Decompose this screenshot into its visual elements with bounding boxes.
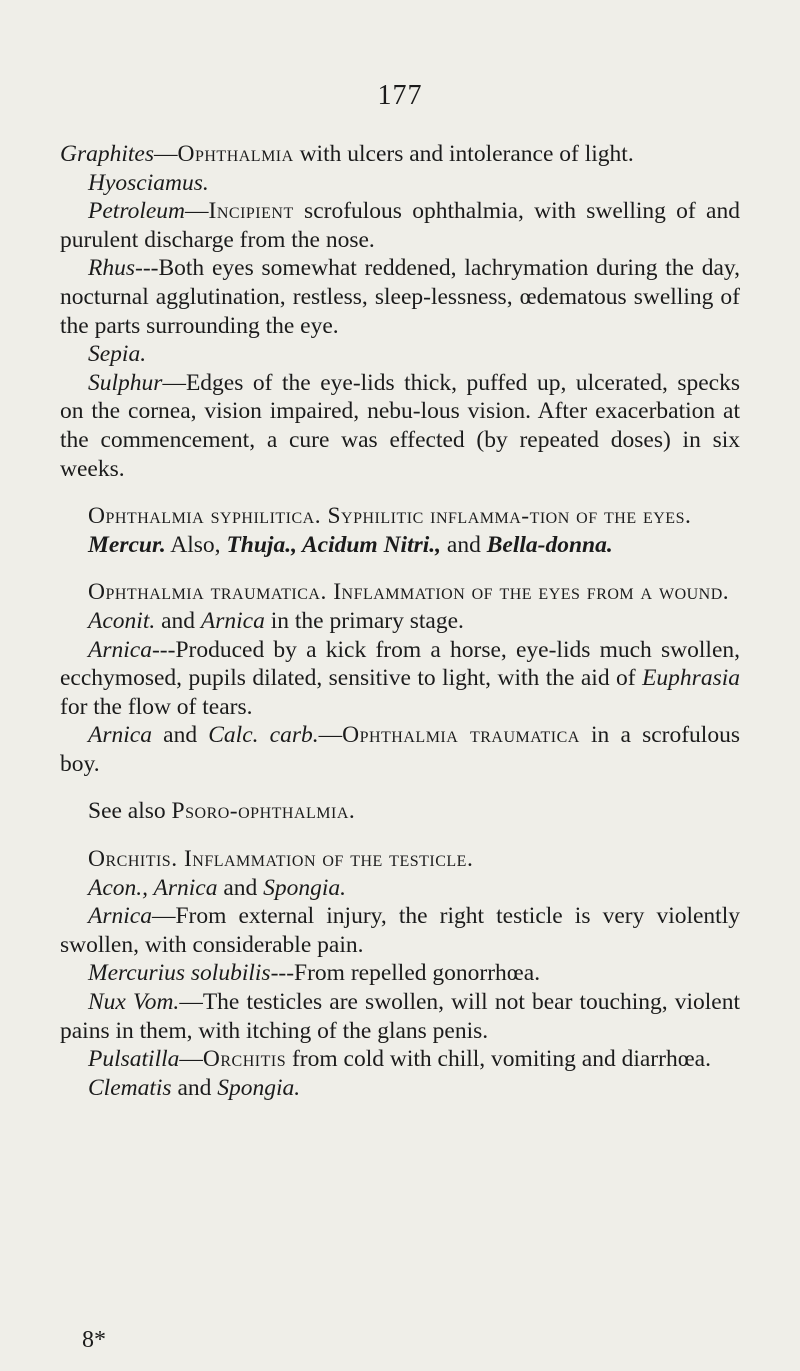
styled-text: Euphrasia (642, 665, 740, 692)
page-number: 177 (377, 80, 423, 111)
text-run: — (179, 1046, 203, 1073)
styled-text: Petroleum (88, 198, 186, 225)
paragraph (60, 959, 740, 988)
text-run: Also, (165, 531, 227, 558)
text-run: — (154, 141, 178, 167)
paragraph (60, 169, 740, 198)
styled-text: Nux Vom. (88, 989, 180, 1016)
signature-mark: 8* (82, 1327, 106, 1353)
text-run: with ulcers and intolerance of light. (293, 141, 634, 167)
text-run: and (155, 607, 201, 634)
paragraph (60, 988, 740, 1045)
paragraph (60, 902, 740, 959)
text-run: ---Produced by a kick from a horse, eye-lids much swollen, ecchymosed, pupils dilated, sensitive to light, with the aid of (60, 636, 740, 692)
paragraph (60, 1074, 740, 1103)
paragraph-gap (60, 826, 740, 845)
paragraph (60, 578, 740, 607)
paragraph (60, 254, 740, 340)
text-run: scrofulous ophthalmia, with swelling of and purulent discharge from the nose. (60, 198, 740, 253)
paragraph (60, 531, 740, 560)
paragraph (60, 797, 740, 826)
text-run: in the primary stage. (264, 607, 464, 634)
text-run: —Edges of the eye-lids thick, puffed up, ulcerated, specks on the cornea, vision impaired, nebu-lous vision. After exacerbation at the commencement, a cure was effected (by repeated doses) in six weeks. (60, 369, 740, 482)
styled-text: Arnica (88, 636, 152, 663)
text-run: and (217, 874, 264, 901)
paragraph-gap (60, 778, 740, 797)
styled-text: Acon., Arnica (88, 874, 218, 901)
paragraph (60, 607, 740, 636)
styled-text: Calc. carb. (208, 722, 319, 749)
paragraph (60, 874, 740, 903)
paragraph (60, 636, 740, 722)
styled-text: Pulsatilla (88, 1046, 180, 1073)
text-run: ---Both eyes somewhat reddened, lachrymation during the day, nocturnal agglutination, restless, sleep-lessness, œdematous swelling of the parts surrounding the eye. (60, 255, 740, 339)
styled-text: Ophthalmia traumatica (342, 722, 580, 749)
text-run: ---From repelled gonorrhœa. (270, 960, 541, 987)
styled-text: Sepia. (88, 341, 147, 368)
text-run: — (318, 722, 343, 749)
styled-text: Ophthalmia (177, 141, 294, 167)
text-run: and (151, 722, 209, 749)
styled-text: Clematis (88, 1074, 172, 1101)
text-run: —From external injury, the right testicle is very violently swollen, with considerable pain. (60, 903, 740, 958)
paragraph (60, 845, 740, 874)
paragraph (60, 369, 740, 483)
text-run: for the flow of tears. (60, 693, 253, 720)
paragraph (60, 340, 740, 369)
styled-text: Ophthalmia syphilitica. Syphilitic inflamma-tion of the eyes. (88, 503, 692, 530)
paragraph (60, 197, 740, 254)
styled-text: Sulphur (88, 369, 163, 396)
styled-text: Hyosciamus. (88, 169, 209, 196)
text-run: and (171, 1074, 218, 1101)
text-run: — (185, 198, 209, 225)
paragraph-gap (60, 483, 740, 502)
styled-text: Rhus (88, 255, 135, 282)
styled-text: Orchitis (202, 1046, 287, 1073)
paragraph (60, 140, 740, 169)
styled-text: Arnica (88, 903, 152, 930)
styled-text: Spongia. (217, 1074, 301, 1101)
paragraph-gap (60, 559, 740, 578)
styled-text: Mercur. (88, 531, 166, 558)
styled-text: Ophthalmia traumatica. Inflammation of the eyes from a wound. (88, 579, 730, 606)
styled-text: Thuja., Acidum Nitri., (226, 531, 442, 558)
body-text (60, 140, 740, 1102)
styled-text: Arnica (200, 607, 265, 634)
paragraph (60, 721, 740, 778)
paragraph (60, 502, 740, 531)
text-run: in a scrofulous boy. (60, 722, 740, 777)
styled-text: Aconit. (88, 607, 156, 634)
text-run: and (441, 531, 487, 558)
paragraph (60, 1045, 740, 1074)
styled-text: Psoro-ophthalmia. (171, 798, 356, 825)
styled-text: Arnica (88, 722, 152, 749)
text-run: from cold with chill, vomiting and diarrhœa. (286, 1046, 711, 1073)
styled-text: Orchitis. Inflammation of the testicle. (88, 846, 474, 873)
text-run: —The testicles are swollen, will not bear touching, violent pains in them, with itching of the glans penis. (60, 989, 740, 1044)
text-run: See also (88, 798, 172, 825)
styled-text: Incipient (208, 198, 294, 225)
styled-text: Bella-donna. (486, 531, 613, 558)
styled-text: Mercurius solubilis (88, 960, 271, 987)
styled-text: Spongia. (263, 874, 347, 901)
styled-text: Graphites (60, 141, 154, 167)
